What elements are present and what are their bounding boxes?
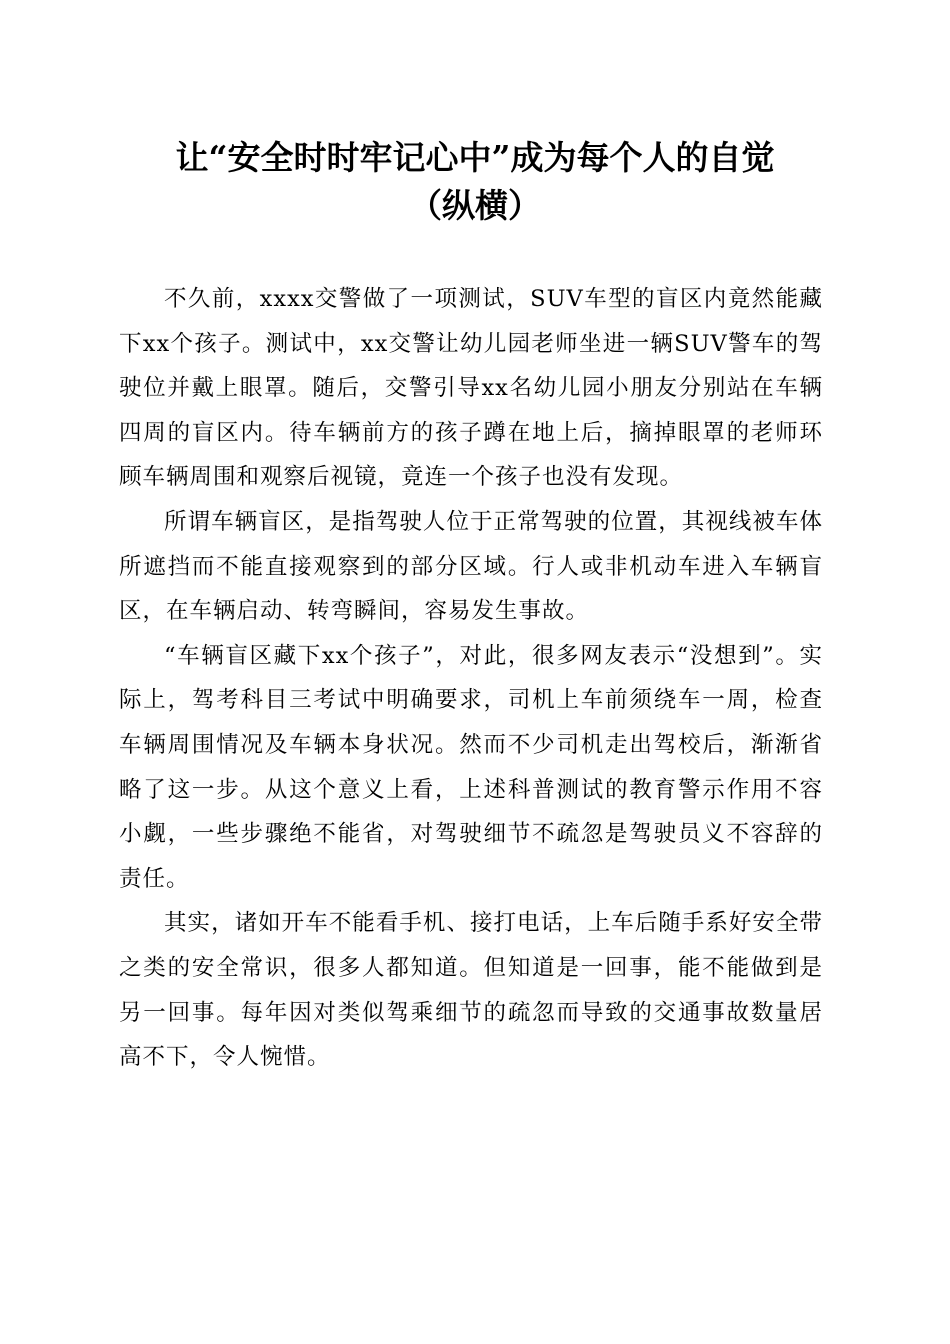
- paragraph-3: “车辆盲区藏下xx个孩子”，对此，很多网友表示“没想到”。实际上，驾考科目三考试中明确要求，司机上车前须绕车一周，检查车辆周围情况及车辆本身状况。然而不少司机走出驾校后，渐渐省略了这一步。从这个意义上看，上述科普测试的教育警示作用不容小觑，一些步骤绝不能省，对驾驶细节不疏忽是驾驶员义不容辞的责任。: [119, 642, 823, 892]
- paragraph-4: 其实，诸如开车不能看手机、接打电话，上车后随手系好安全带之类的安全常识，很多人都知道。但知道是一回事，能不能做到是另一回事。每年因对类似驾乘细节的疏忽而导致的交通事故数量居高不下，令人惋惜。: [119, 910, 823, 1071]
- document-title: [100, 134, 850, 230]
- document-body: [119, 277, 823, 1080]
- title-line-main: 让“安全时时牢记心中”成为每个人的自觉: [175, 138, 775, 177]
- paragraph-1: 不久前，xxxx交警做了一项测试，SUV车型的盲区内竟然能藏下xx个孩子。测试中，xx交警让幼儿园老师坐进一辆SUV警车的驾驶位并戴上眼罩。随后，交警引导xx名幼儿园小朋友分别站在车辆四周的盲区内。待车辆前方的孩子蹲在地上后，摘掉眼罩的老师环顾车辆周围和观察后视镜，竟连一个孩子也没有发现。: [119, 286, 823, 491]
- paragraph-2: 所谓车辆盲区，是指驾驶人位于正常驾驶的位置，其视线被车体所遮挡而不能直接观察到的部分区域。行人或非机动车进入车辆盲区，在车辆启动、转弯瞬间，容易发生事故。: [119, 508, 823, 625]
- title-line-sub: （纵横）: [409, 186, 541, 225]
